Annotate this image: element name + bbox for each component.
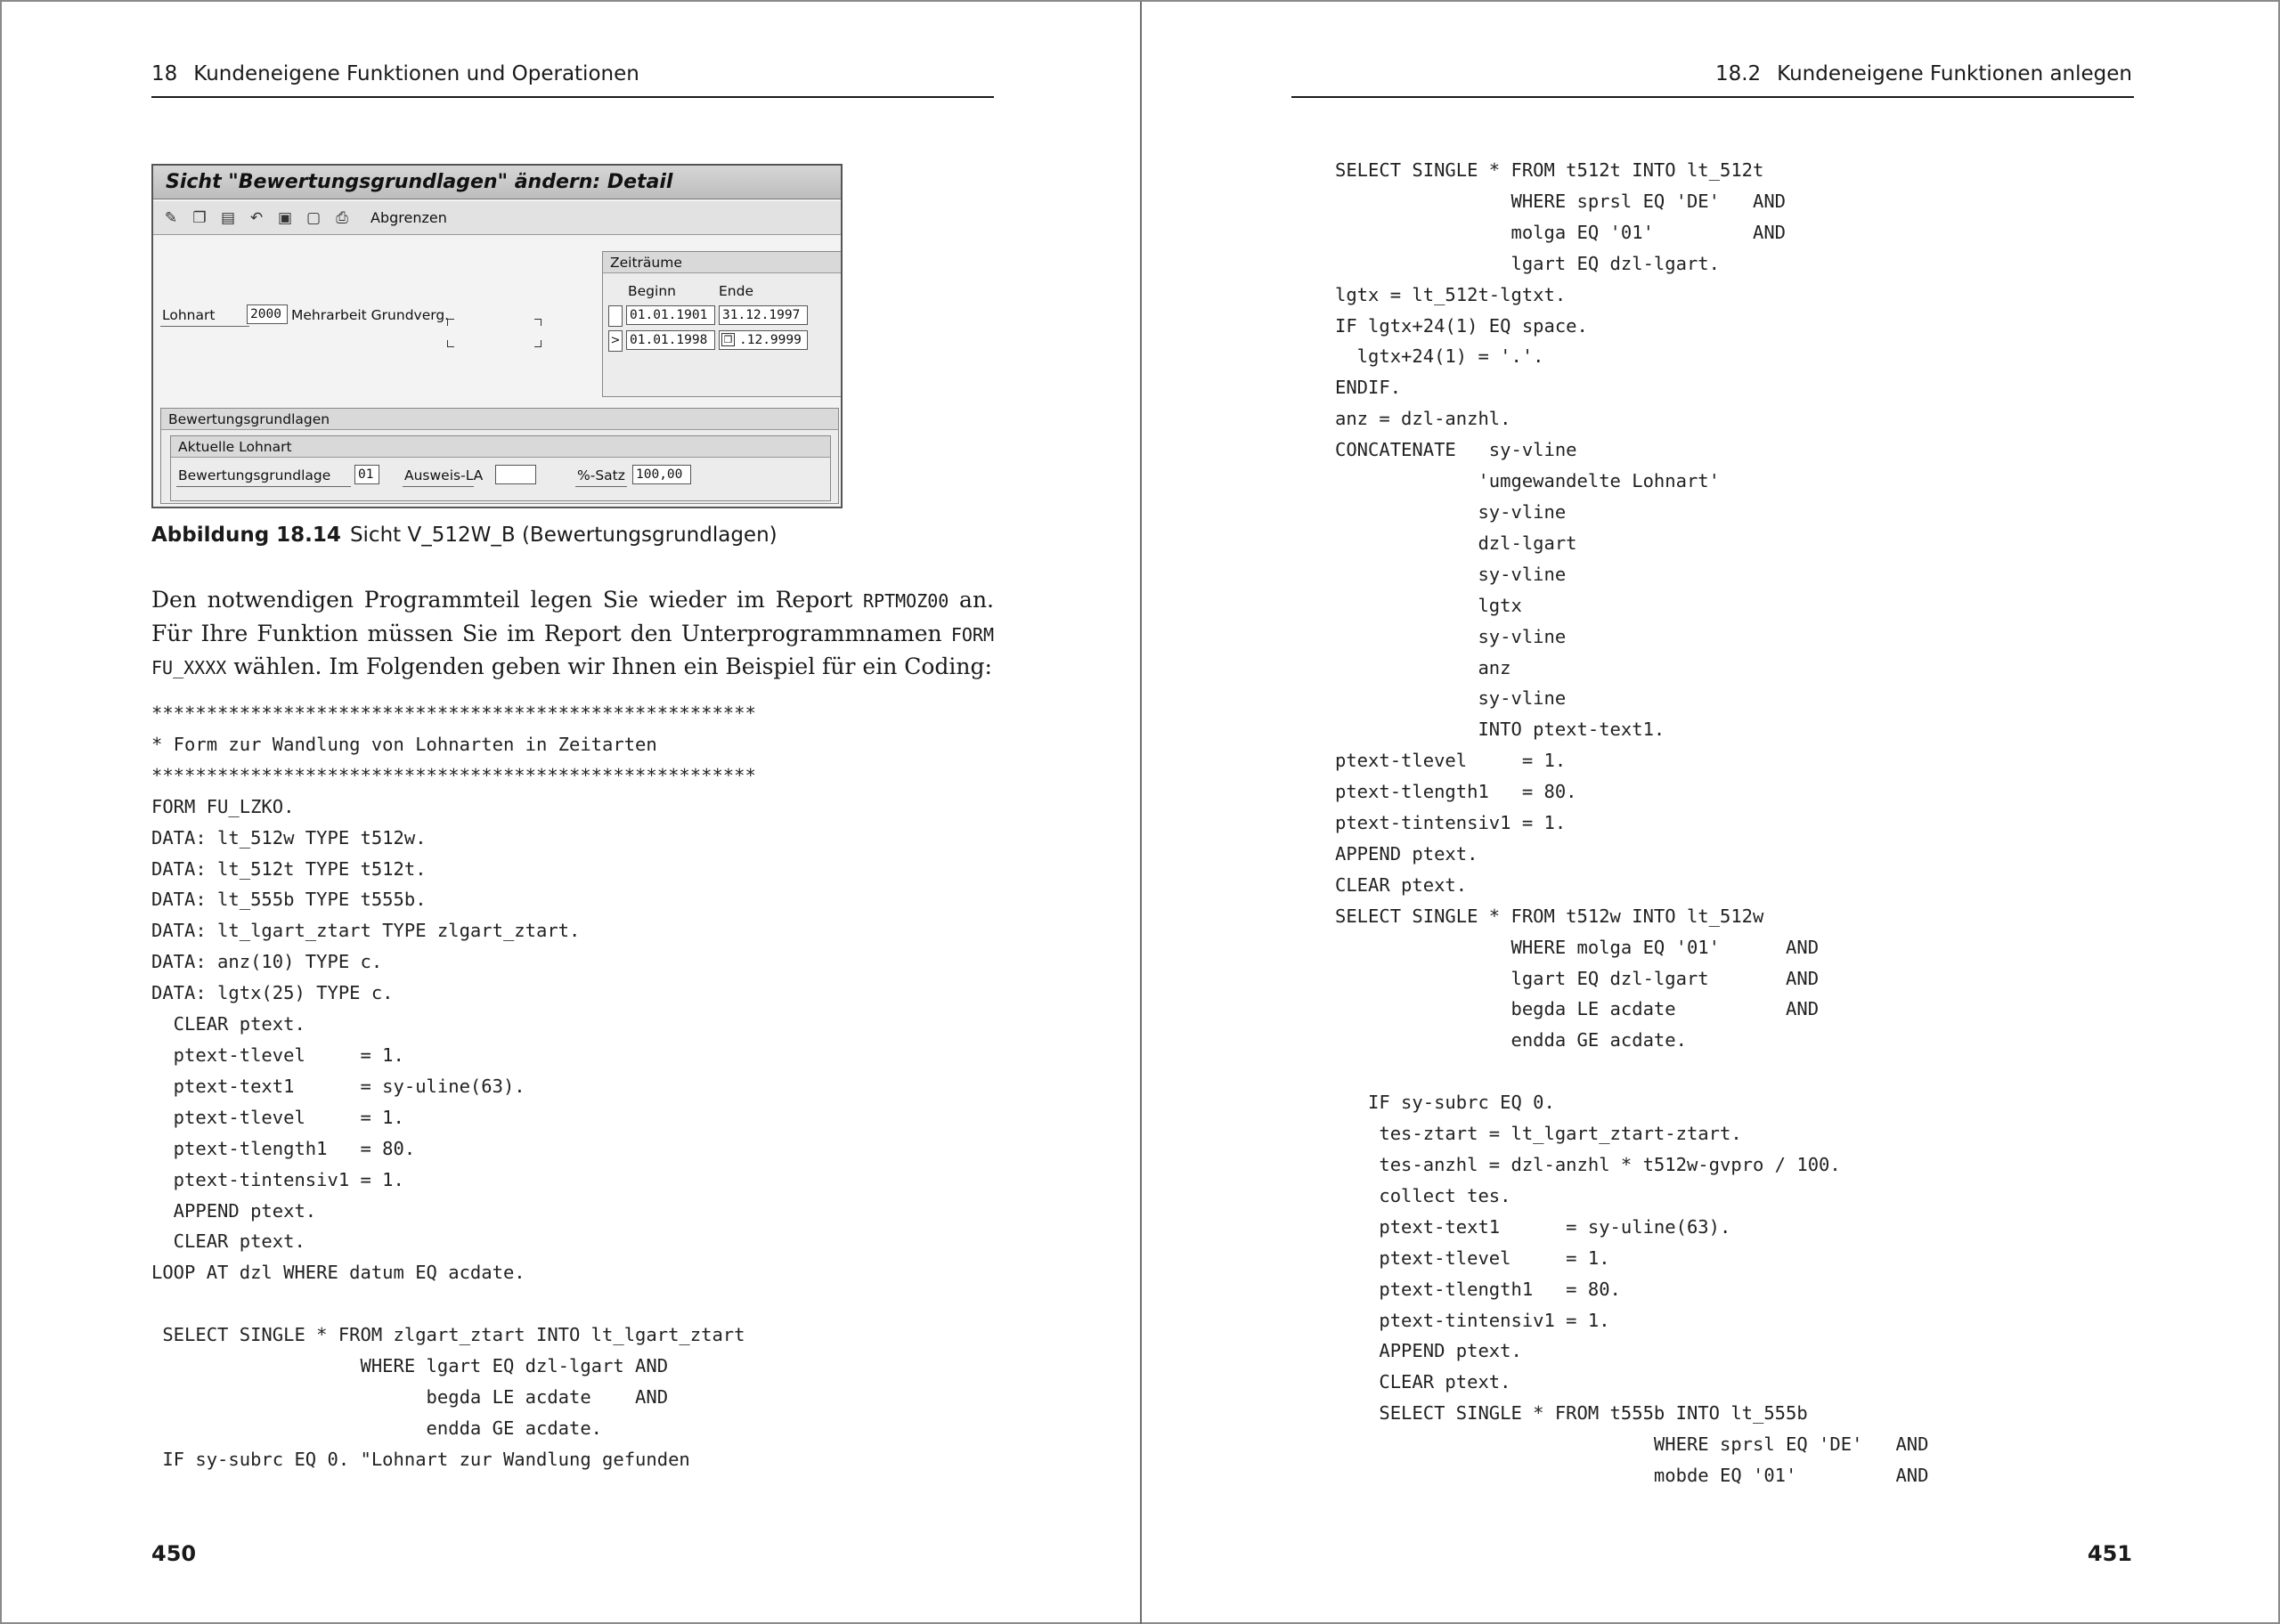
col-end: Ende xyxy=(719,283,753,299)
code-listing: SELECT SINGLE * FROM t512t INTO lt_512t WHERE sprsl EQ 'DE' AND molga EQ '01' AND lgart EQ dzl-lgart. lgtx = lt_512t-lgtxt. IF lgtx+24(1) EQ space. lgtx+24(1) = '.'. ENDIF. anz = dzl-anzhl. CONCATENATE sy-vline 'umgewandelte Lohnart' sy-vline dzl-lgart sy-vline lgtx sy-vline anz sy-vline INTO ptext-text1. ptext-tlevel = 1. ptext-tlength1 = 80. ptext-tintensiv1 = 1. APPEND ptext. CLEAR ptext. SELECT SINGLE * FROM t512w INTO lt_512w WHERE molga EQ '01' AND lgart EQ dzl-lgart AND begda LE acdate AND endda GE acdate. IF sy-subrc EQ 0. tes-ztart = lt_lgart_ztart-ztart. tes-anzhl = dzl-anzhl * t512w-gvpro / 100. collect tes. ptext-text1 = sy-uline(63). ptext-tlevel = 1. ptext-tlength1 = 80. ptext-tintensiv1 = 1. APPEND ptext. CLEAR ptext. SELECT SINGLE * FROM t555b INTO lt_555b WHERE sprsl EQ 'DE' AND mobde EQ '01' AND xyxy=(1335,159,1929,1487)
paragraph-text: an. Für Ihre Funktion müssen Sie im Report den Unterprogrammnamen xyxy=(151,587,995,646)
running-head xyxy=(1715,61,2132,87)
corner-mark xyxy=(534,319,542,326)
caption-label: Abbildung 18.14 xyxy=(151,524,341,547)
row-select-button[interactable] xyxy=(608,305,623,327)
satz-field[interactable]: 100,00 xyxy=(632,465,691,484)
label-underline xyxy=(403,486,474,487)
zeitraeume-title: Zeiträume xyxy=(603,252,843,273)
grundlage-field[interactable]: 01 xyxy=(354,465,379,484)
delimit-button[interactable]: Abgrenzen xyxy=(370,209,447,226)
body-paragraph xyxy=(151,584,994,685)
label-underline xyxy=(160,326,249,327)
grundlage-label: Bewertungsgrundlage xyxy=(178,467,331,483)
bewertung-title: Bewertungsgrundlagen xyxy=(161,409,838,430)
header-rule xyxy=(151,96,994,98)
begin-date-field[interactable]: 01.01.1901 xyxy=(626,305,715,325)
inline-code: RPTMOZ00 xyxy=(863,590,949,612)
deselect-icon[interactable]: ▢ xyxy=(305,209,322,227)
bewertung-group xyxy=(160,408,839,504)
page-number: 450 xyxy=(151,1541,197,1566)
chapter-number: 18 xyxy=(151,62,178,85)
corner-mark xyxy=(534,340,542,347)
left-page xyxy=(2,2,1140,1624)
caption-text: Sicht V_512W_B (Bewertungsgrundlagen) xyxy=(349,524,778,547)
paragraph-text: Den notwendigen Programmteil legen Sie wieder im Report xyxy=(151,587,863,613)
print-icon[interactable]: ⎙ xyxy=(336,209,348,227)
section-title: Kundeneigene Funktionen anlegen xyxy=(1777,62,2132,85)
lohnart-label: Lohnart xyxy=(162,307,216,323)
value-help-icon[interactable]: ❐ xyxy=(721,333,735,346)
code-listing: ******************************************************* * Form zur Wandlung von Lohnarten in Zeitarten ******************************************************* FORM FU_LZKO. DATA: lt_512w TYPE t512w. DATA: lt_512t TYPE t512t. DATA: lt_555b TYPE t555b. DATA: lt_lgart_ztart TYPE zlgart_ztart. DATA: anz(10) TYPE c. DATA: lgtx(25) TYPE c. CLEAR ptext. ptext-tlevel = 1. ptext-text1 = sy-uline(63). ptext-tlevel = 1. ptext-tlength1 = 80. ptext-tintensiv1 = 1. APPEND ptext. CLEAR ptext. LOOP AT dzl WHERE datum EQ acdate. SELECT SINGLE * FROM zlgart_ztart INTO lt_lgart_ztart WHERE lgart EQ dzl-lgart AND begda LE acdate AND endda GE acdate. IF sy-subrc EQ 0. "Lohnart zur Wandlung gefunden xyxy=(151,702,756,1470)
satz-label: %-Satz xyxy=(577,467,625,483)
aktuelle-lohnart-group xyxy=(170,435,831,501)
page-number: 451 xyxy=(2087,1541,2132,1566)
edit-pencil-icon[interactable]: ✎ xyxy=(164,209,178,227)
select-all-icon[interactable]: ▣ xyxy=(277,209,293,227)
corner-mark xyxy=(447,319,454,326)
lohnart-field[interactable]: 2000 xyxy=(247,304,288,324)
row-select-button[interactable]: > xyxy=(608,330,623,352)
zeitraeume-group xyxy=(602,251,843,397)
undo-icon[interactable]: ↶ xyxy=(249,209,264,227)
toolbar xyxy=(153,201,841,235)
end-date-field[interactable]: .12.9999 xyxy=(719,330,808,350)
aktuelle-lohnart-title: Aktuelle Lohnart xyxy=(171,436,830,458)
window-title: Sicht "Bewertungsgrundlagen" ändern: Detail xyxy=(153,166,841,199)
end-date-field[interactable]: 31.12.1997 xyxy=(719,305,808,325)
sap-screenshot-figure xyxy=(151,164,843,508)
section-number: 18.2 xyxy=(1714,62,1762,85)
paragraph-text: wählen. Im Folgenden geben wir Ihnen ein Beispiel für ein Coding: xyxy=(226,654,992,679)
right-page xyxy=(1142,2,2280,1624)
chapter-title: Kundeneigene Funktionen und Operationen xyxy=(193,62,639,85)
copy-icon[interactable]: ❐ xyxy=(192,209,207,227)
save-entries-icon[interactable]: ▤ xyxy=(220,209,236,227)
inline-code: FORM FU_XXXX xyxy=(151,623,994,678)
figure-caption xyxy=(151,522,778,548)
header-rule xyxy=(1291,96,2134,98)
ausweis-label: Ausweis-LA xyxy=(404,467,484,483)
running-head xyxy=(151,61,639,87)
label-underline xyxy=(176,486,351,487)
begin-date-field[interactable]: 01.01.1998 xyxy=(626,330,715,350)
ausweis-field[interactable] xyxy=(495,465,536,484)
label-underline xyxy=(575,486,627,487)
lohnart-text: Mehrarbeit Grundverg. xyxy=(291,307,450,323)
corner-mark xyxy=(447,340,454,347)
col-begin: Beginn xyxy=(628,283,676,299)
